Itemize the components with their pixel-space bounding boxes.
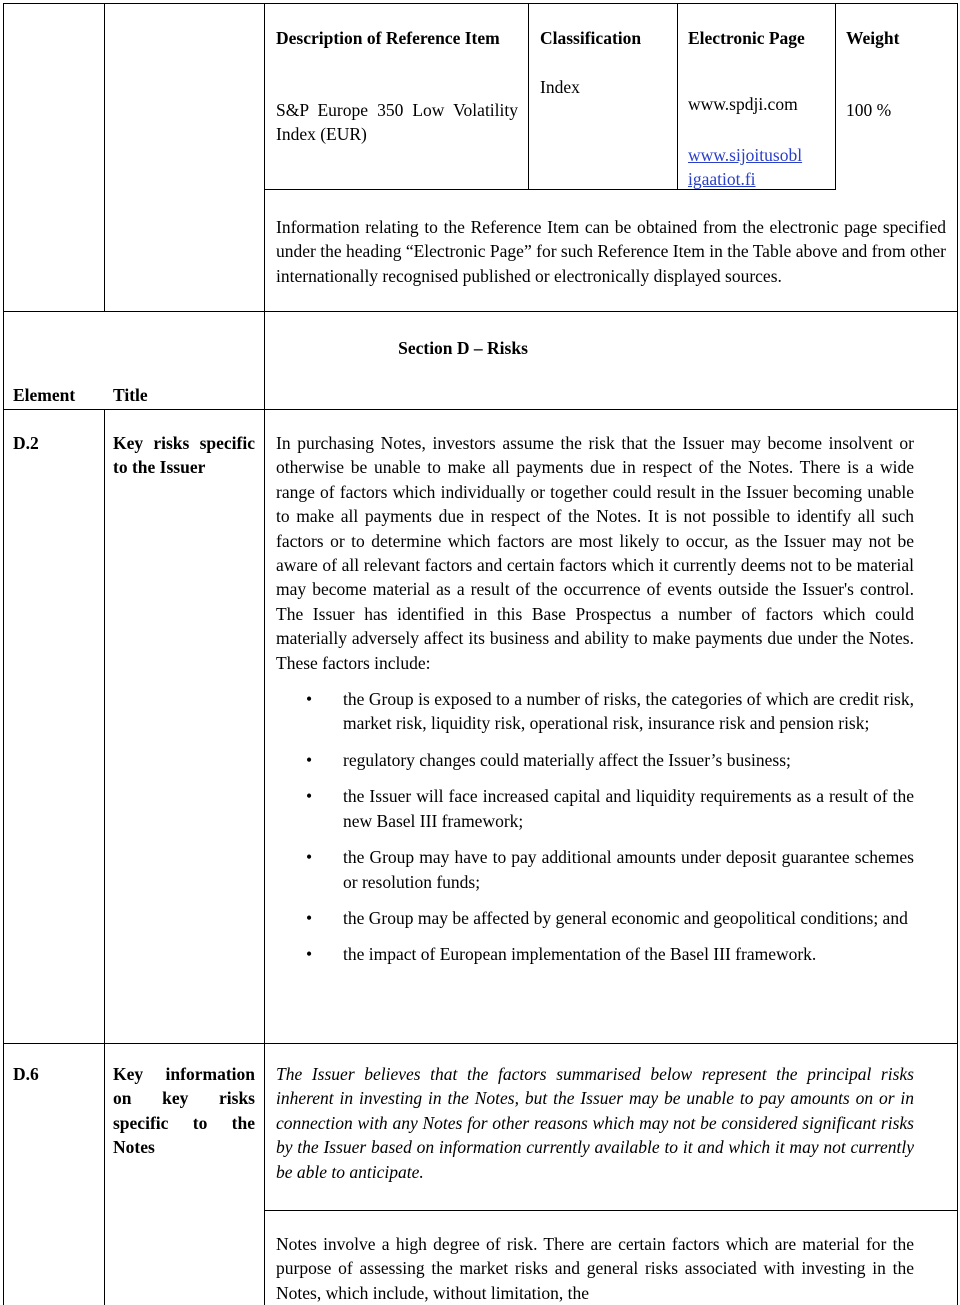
ref-header-electronic-page: Electronic Page [688,28,805,48]
d6-italic-paragraph: The Issuer believes that the factors summarised below represent the principal risks inherent in investing in the Notes, but the Issuer may be unable to pay amounts on or in connection with any Notes for other reasons which may not be considered significant risks by the Issuer based on information currently available to it and which it may not currently be able to anticipate. [276,1064,914,1182]
d6-paragraph-2: Notes involve a high degree of risk. There are certain factors which are material for the purpose of assessing the market risks and general risks associated with investing in the Notes, which include, without limitation, the [276,1234,914,1303]
electronic-page-column-divider [677,3,678,189]
column-header-element: Element [13,385,76,405]
classification-column-divider [528,3,529,189]
list-item: • the Group may have to pay additional amounts under deposit guarantee schemes or resolution funds; [276,845,914,894]
ref-header-description: Description of Reference Item [276,28,500,48]
table-left-border [3,3,4,1305]
section-title: Section D – Risks [398,338,528,358]
link-line-2: igaatiot.fi [688,169,756,190]
list-item: • the Group is exposed to a number of risks, the categories of which are credit risk, market risk, liquidity risk, operational risk, insurance risk and pension risk; [276,687,914,736]
d2-row-bottom-border [3,1043,958,1044]
link-line-1: www.sijoitusobl [688,145,803,165]
ref-classification-value: Index [540,77,580,97]
element-column-divider-lower [104,409,105,1305]
ref-weight-value: 100 % [846,100,892,120]
ref-header-classification: Classification [540,28,642,48]
d6-para-divider [265,1210,958,1211]
list-item: • the Issuer will face increased capital and liquidity requirements as a result of the new Basel III framework; [276,784,914,833]
ref-header-weight: Weight [846,28,900,48]
d2-content [276,431,914,979]
d2-element: D.2 [13,433,39,453]
d6-title: Key information on key risks specific to the Notes [113,1064,255,1158]
header-row-bottom-border [3,409,958,410]
title-column-divider [264,3,265,1305]
ref-electronic-page-link[interactable] [688,143,802,192]
d2-risk-list [276,687,914,967]
table-right-border [957,3,958,1305]
element-column-divider [104,3,105,311]
ref-electronic-page-1: www.spdji.com [688,94,798,114]
list-item: • the impact of European implementation of the Basel III framework. [276,942,914,966]
d2-title: Key risks specific to the Issuer [113,433,255,478]
ref-description-value: S&P Europe 350 Low Volatility Index (EUR) [276,100,518,145]
weight-column-divider [835,3,836,189]
ref-info-paragraph: Information relating to the Reference Item can be obtained from the electronic page specified under the heading “Electronic Page” for such Reference Item in the Table above and from other internationally recognised published or electronically displayed sources. [276,217,946,286]
list-item: • regulatory changes could materially affect the Issuer’s business; [276,748,914,772]
d6-element: D.6 [13,1064,39,1084]
list-item: • the Group may be affected by general economic and geopolitical conditions; and [276,906,914,930]
table-top-border [3,3,958,4]
column-header-title: Title [113,385,148,405]
info-row-bottom-border [3,311,958,312]
d2-intro-paragraph: In purchasing Notes, investors assume the risk that the Issuer may become insolvent or otherwise be unable to make all payments due in respect of the Notes. There is a wide range of factors which individually or together could result in the Issuer becoming unable to make all payments due in respect of the Notes. It is not possible to identify all such factors or to determine which factors are most likely to occur, as the Issuer may not be aware of all relevant factors and certain factors which it currently deems not to be material may become material as a result of the occurrence of events outside the Issuer's control. The Issuer has identified in this Base Prospectus a number of factors which could materially adversely affect its business and ability to make payments due under the Notes. These factors include: [276,433,914,673]
